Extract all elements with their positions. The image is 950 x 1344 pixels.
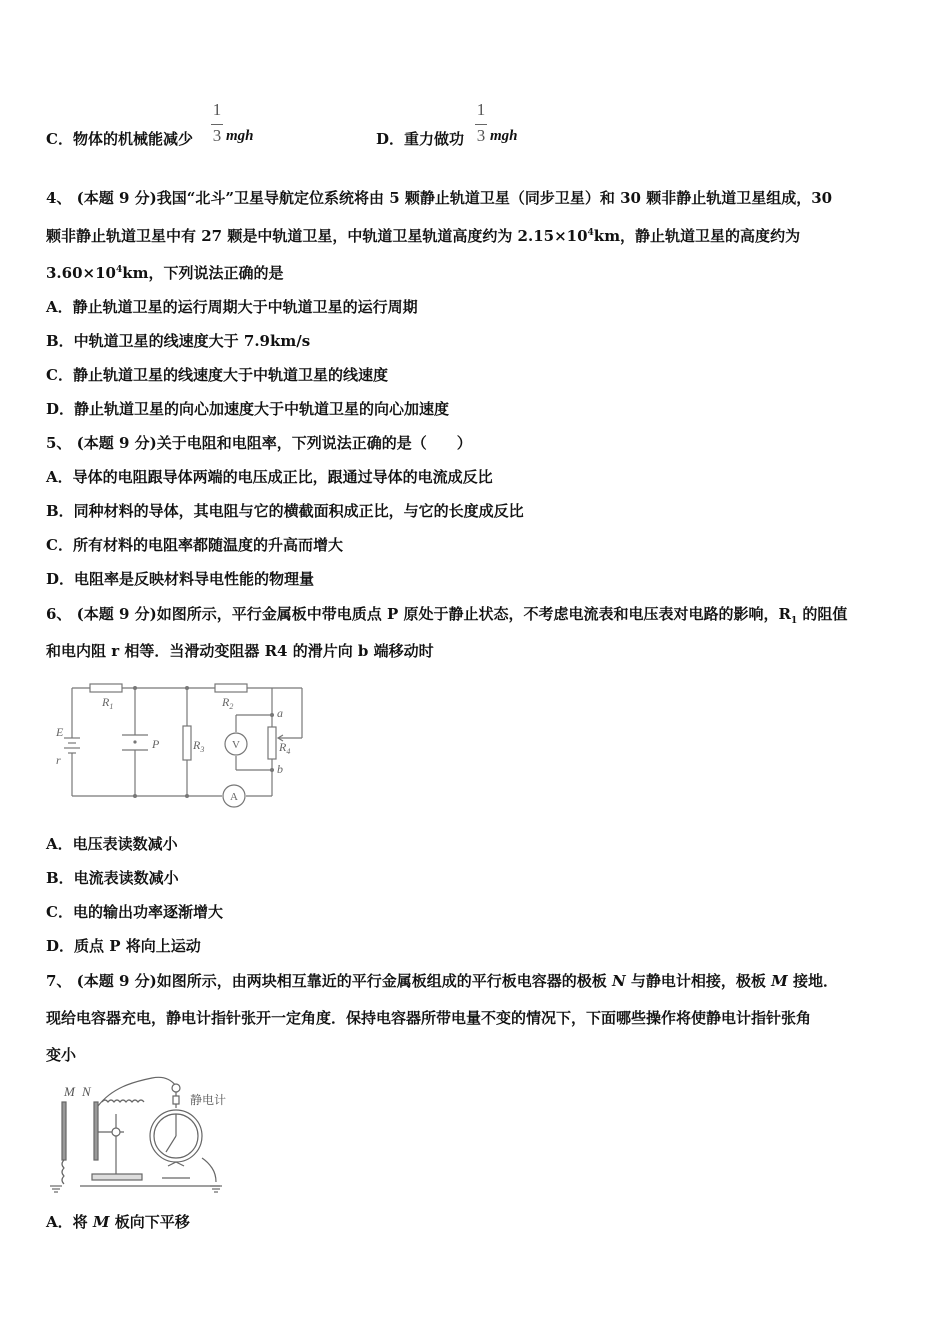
q7-option-a: A．将 M 板向下平移	[46, 1213, 190, 1231]
q6-stem-line2: 和电内阻 r 相等．当滑动变阻器 R4 的滑片向 b 端移动时	[46, 642, 434, 660]
fraction-bar	[211, 124, 223, 125]
q3-option-d: D．重力做功	[376, 130, 465, 148]
q4-stem-line3: $3.60\times 10^4km$，下列说法正确的是	[46, 264, 284, 282]
label-electroscope: 静电计	[190, 1093, 227, 1107]
mgh-term: mgh	[226, 128, 254, 144]
q4-option-d: D．静止轨道卫星的向心加速度大于中轨道卫星的向心加速度	[46, 400, 450, 418]
label-b: b	[277, 762, 283, 776]
q4-option-a: A．静止轨道卫星的运行周期大于中轨道卫星的运行周期	[46, 298, 418, 316]
q5-option-d: D．电阻率是反映材料导电性能的物理量	[46, 570, 315, 588]
label-r4: $R_4$	[279, 740, 291, 756]
label-r: r	[56, 753, 61, 767]
q5-option-c: C．所有材料的电阻率都随温度的升高而增大	[46, 536, 343, 554]
label-n: N	[82, 1084, 91, 1099]
fraction-numerator: 1	[476, 100, 486, 119]
circuit-diagram	[50, 680, 310, 815]
q7-stem-line1: 7、 (本题 9 分)如图所示，由两块相互靠近的平行金属板组成的平行板电容器的极板 N 与静电计相接，极板 M 接地．	[46, 972, 838, 990]
q5-option-b: B．同种材料的导体，其电阻与它的横截面积成正比，与它的长度成反比	[46, 502, 524, 520]
label-e: E	[56, 725, 64, 739]
label-p: P	[152, 737, 160, 751]
q4-stem-line1: 4、 (本题 9 分)我国“北斗”卫星导航定位系统将由 5 颗静止轨道卫星（同步卫星）和 30 颗非静止轨道卫星组成，30	[46, 189, 833, 207]
q7-stem-line3: 变小	[46, 1046, 77, 1064]
fraction-numerator: 1	[212, 100, 222, 119]
q6-option-b: B．电流表读数减小	[46, 869, 179, 887]
label-m: M	[64, 1084, 75, 1099]
q7-stem-line2: 现给电容器充电，静电计指针张开一定角度．保持电容器所带电量不变的情况下，下面哪些操作将使静电计指针张角	[46, 1009, 812, 1027]
ammeter-label: A	[230, 791, 238, 803]
q4-option-c: C．静止轨道卫星的线速度大于中轨道卫星的线速度	[46, 366, 388, 384]
label-r3: $R_3$	[193, 738, 205, 754]
q6-option-a: A．电压表读数减小	[46, 835, 178, 853]
mgh-term: mgh	[490, 128, 518, 144]
q6-stem-line1: 6、 (本题 9 分)如图所示，平行金属板中带电质点 P 原处于静止状态，不考虑电流表和电压表对电路的影响，$R_1$ 的阻值	[46, 605, 848, 626]
label-r2: $R_2$	[222, 695, 234, 711]
q3-option-c: C．物体的机械能减少	[46, 130, 193, 148]
electroscope-diagram	[42, 1074, 242, 1194]
q6-option-d: D．质点 P 将向上运动	[46, 937, 201, 955]
q4-option-b: B．中轨道卫星的线速度大于 7.9km/s	[46, 332, 311, 350]
q5-stem: 5、 (本题 9 分)关于电阻和电阻率，下列说法正确的是（ ）	[46, 434, 472, 452]
label-a: a	[277, 706, 283, 720]
q6-option-c: C．电的输出功率逐渐增大	[46, 903, 223, 921]
label-r1: $R_1$	[102, 695, 114, 711]
fraction-denominator: 3	[212, 126, 222, 145]
voltmeter-label: V	[232, 739, 240, 751]
fraction-bar	[475, 124, 487, 125]
q4-stem-line2: 颗非静止轨道卫星中有 27 颗是中轨道卫星，中轨道卫星轨道高度约为 $2.15\times 10^4km$，静止轨道卫星的高度约为	[46, 227, 801, 245]
fraction-denominator: 3	[476, 126, 486, 145]
q5-option-a: A．导体的电阻跟导体两端的电压成正比，跟通过导体的电流成反比	[46, 468, 493, 486]
